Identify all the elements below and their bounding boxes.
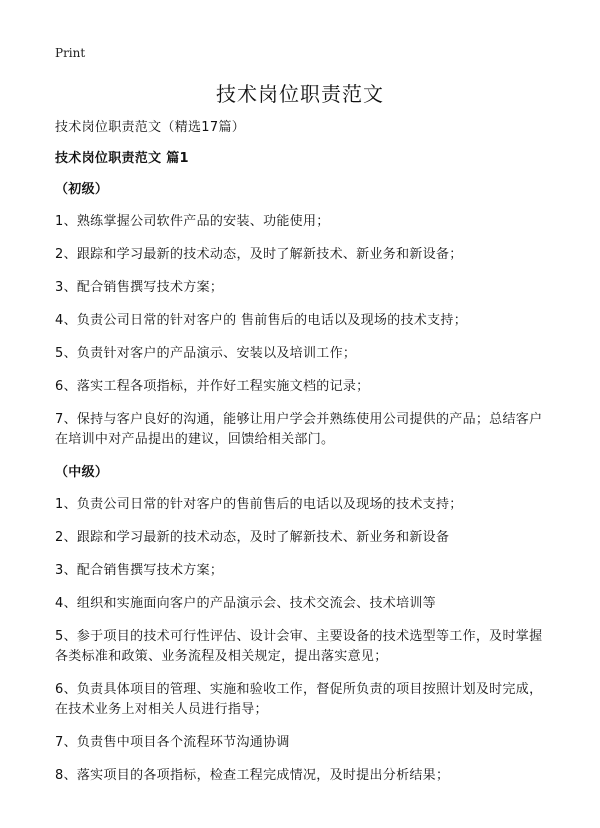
list-item: 1、负责公司日常的针对客户的售前售后的电话以及现场的技术支持； (55, 497, 463, 512)
list-item: 4、负责公司日常的针对客户的 售前售后的电话以及现场的技术支持； (55, 313, 468, 328)
list-item: 8、落实项目的各项指标，检查工程完成情况，及时提出分析结果； (55, 768, 450, 783)
list-item: 7、负责售中项目各个流程环节沟通协调 (55, 735, 290, 750)
page-title: 技术岗位职责范文 (216, 82, 384, 106)
list-item: 6、落实工程各项指标，并作好工程实施文档的记录； (55, 379, 370, 394)
list-item: 3、配合销售撰写技术方案； (55, 280, 224, 295)
section-heading: 技术岗位职责范文 篇1 (55, 151, 189, 166)
list-item: 5、负责针对客户的产品演示、安装以及培训工作； (55, 346, 357, 361)
document-subtitle: 技术岗位职责范文（精选17篇） (55, 120, 246, 135)
list-item: 1、熟练掌握公司软件产品的安装、功能使用； (55, 214, 330, 229)
level-heading-intermediate: （中级） (55, 465, 109, 480)
list-item: 6、负责具体项目的管理、实施和验收工作，督促所负责的项目按照计划及时完成，在技术业务上对相关人员进行指导； (55, 682, 543, 717)
list-item: 4、组织和实施面向客户的产品演示会、技术交流会、技术培训等 (55, 596, 436, 611)
list-item: 5、参于项目的技术可行性评估、设计会审、主要设备的技术选型等工作，及时掌握各类标准和政策、业务流程及相关规定，提出落实意见； (55, 629, 543, 664)
list-item: 2、跟踪和学习最新的技术动态，及时了解新技术、新业务和新设备； (55, 247, 463, 262)
list-item: 2、跟踪和学习最新的技术动态，及时了解新技术、新业务和新设备 (55, 530, 450, 545)
level-heading-junior: （初级） (55, 182, 109, 197)
print-link[interactable]: Print (55, 46, 86, 60)
list-item: 7、保持与客户良好的沟通，能够让用户学会并熟练使用公司提供的产品；总结客户在培训中对产品提出的建议，回馈给相关部门。 (55, 412, 543, 447)
list-item: 3、配合销售撰写技术方案； (55, 563, 224, 578)
document-body (55, 118, 555, 799)
